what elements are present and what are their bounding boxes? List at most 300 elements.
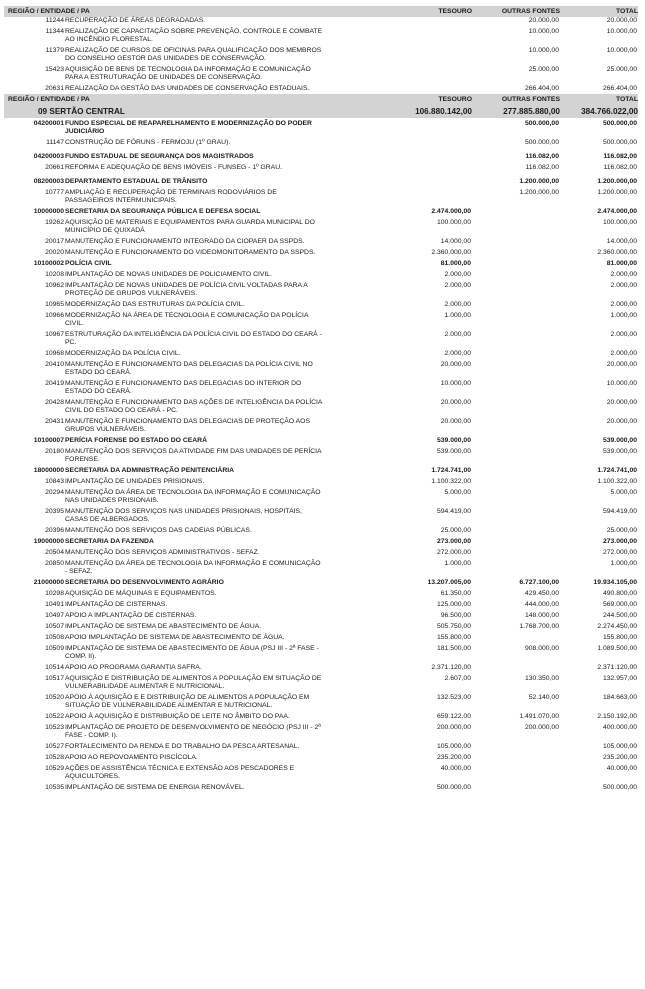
row-code: 10208 xyxy=(45,271,64,278)
row-tesouro: 2.000,00 xyxy=(444,301,471,308)
row-total: 81.000,00 xyxy=(606,260,637,267)
row-description xyxy=(65,784,353,792)
row-description xyxy=(65,153,353,161)
row-total: 2.360.000,00 xyxy=(597,249,637,256)
row-total: 272.000,00 xyxy=(602,549,637,556)
row-outras-fontes: 25.000,00 xyxy=(528,66,559,73)
row-code: 20020 xyxy=(45,249,64,256)
row-description-line: MANUTENÇÃO E FUNCIONAMENTO DAS DELEGACIAS DA POLÍCIA CIVIL NO xyxy=(65,361,313,368)
row-description-line: DO CONSELHO GESTOR DAS UNIDADES DE CONSERVAÇÃO. xyxy=(65,55,266,62)
row-total: 20.000,00 xyxy=(606,399,637,406)
row-total: 19.934.105,00 xyxy=(593,579,637,586)
row-description-line: MODERNIZAÇÃO DA POLÍCIA CIVIL. xyxy=(65,350,181,357)
row-total: 10.000,00 xyxy=(606,47,637,54)
row-tesouro: 272.000,00 xyxy=(436,549,471,556)
row-description xyxy=(65,260,353,268)
row-code: 10962 xyxy=(45,282,64,289)
row-tesouro: 5.000,00 xyxy=(444,489,471,496)
budget-table xyxy=(4,6,638,792)
row-total: 490.800,00 xyxy=(602,590,637,597)
row-code: 20428 xyxy=(45,399,64,406)
row-tesouro: 100.000,00 xyxy=(436,219,471,226)
row-description-line: FASE - COMP. I). xyxy=(65,732,118,739)
row-description-line: IMPLANTAÇÃO DE NOVAS UNIDADES DE POLÍCIA CIVIL VOLTADAS PARA A xyxy=(65,282,308,289)
row-description xyxy=(65,527,353,535)
table-row xyxy=(4,437,638,445)
row-tesouro: 505.750,00 xyxy=(436,623,471,630)
table-row xyxy=(4,238,638,246)
row-total: 155.800,00 xyxy=(602,634,637,641)
row-description-line: MODERNIZAÇÃO DAS ESTRUTURAS DA POLÍCIA CIVIL. xyxy=(65,301,245,308)
row-total: 500.000,00 xyxy=(602,139,637,146)
row-tesouro: 2.371.120,00 xyxy=(431,664,471,671)
row-tesouro: 20.000,00 xyxy=(440,418,471,425)
row-description-line: APOIO A IMPLANTAÇÃO DE CISTERNAS. xyxy=(65,612,197,619)
row-code: 10965 xyxy=(45,301,64,308)
row-description xyxy=(65,120,353,136)
row-description-line: MANUTENÇÃO E FUNCIONAMENTO DAS DELEGACIAS DE PROTEÇÃO AOS xyxy=(65,418,310,425)
row-total: 2.000,00 xyxy=(610,301,637,308)
row-code: 20017 xyxy=(45,238,64,245)
row-code: 18000000 xyxy=(33,467,64,474)
row-code: 10523 xyxy=(45,724,64,731)
row-description xyxy=(65,601,353,609)
row-tesouro: 200.000,00 xyxy=(436,724,471,731)
row-code: 11147 xyxy=(46,139,64,146)
row-description xyxy=(65,66,353,82)
table-row xyxy=(4,612,638,620)
row-tesouro: 14.000,00 xyxy=(440,238,471,245)
row-outras-fontes: 200.000,00 xyxy=(524,724,559,731)
row-description xyxy=(65,47,353,63)
row-tesouro: 1.724.741,00 xyxy=(431,467,471,474)
table-row xyxy=(4,47,638,63)
row-total: 25.000,00 xyxy=(606,527,637,534)
row-code: 10514 xyxy=(45,664,64,671)
table-row xyxy=(4,189,638,205)
row-total: 1.200.000,00 xyxy=(597,178,637,185)
table-row xyxy=(4,260,638,268)
row-description xyxy=(65,579,353,587)
row-total: 10.000,00 xyxy=(606,380,637,387)
table-row xyxy=(4,178,638,186)
row-total: 20.000,00 xyxy=(606,418,637,425)
row-description xyxy=(65,724,353,740)
row-code: 20410 xyxy=(45,361,64,368)
table-header xyxy=(4,6,638,17)
row-code: 10000000 xyxy=(33,208,64,215)
row-description-line: IMPLANTAÇÃO DE UNIDADES PRISIONAIS. xyxy=(65,478,205,485)
row-description-line: DEPARTAMENTO ESTADUAL DE TRÂNSITO xyxy=(65,178,208,185)
table-row xyxy=(4,399,638,415)
row-total: 594.419,00 xyxy=(602,508,637,515)
table-row xyxy=(4,361,638,377)
row-description xyxy=(65,350,353,358)
row-tesouro: 1.100.322,00 xyxy=(431,478,471,485)
row-code: 10509 xyxy=(45,645,64,652)
table-row xyxy=(4,139,638,147)
row-outras-fontes: 429.450,00 xyxy=(524,590,559,597)
row-description-line: AQUISIÇÃO DE MÁQUINAS E EQUIPAMENTOS. xyxy=(65,590,217,597)
table-row xyxy=(4,249,638,257)
table-row xyxy=(4,560,638,576)
row-tesouro: 2.607,00 xyxy=(444,675,471,682)
row-tesouro: 2.000,00 xyxy=(444,331,471,338)
header-outras-fontes: OUTRAS FONTES xyxy=(501,8,560,15)
row-outras-fontes: 10.000,00 xyxy=(528,28,559,35)
row-code: 08200003 xyxy=(33,178,64,185)
row-code: 04200003 xyxy=(33,153,64,160)
row-tesouro: 2.360.000,00 xyxy=(431,249,471,256)
row-description xyxy=(65,271,353,279)
row-description xyxy=(65,238,353,246)
row-outras-fontes: 116.082,00 xyxy=(525,164,559,171)
row-description xyxy=(65,448,353,464)
row-description xyxy=(65,331,353,347)
table-row xyxy=(4,743,638,751)
row-tesouro: 61.350,00 xyxy=(440,590,471,597)
row-description-line: FUNDO ESPECIAL DE REAPARELHAMENTO E MODERNIZAÇÃO DO PODER xyxy=(65,120,312,127)
row-description xyxy=(65,418,353,434)
row-tesouro: 132.523,00 xyxy=(436,694,471,701)
row-description-line: MANUTENÇÃO DOS SERVIÇOS ADMINISTRATIVOS - SEFAZ. xyxy=(65,549,260,556)
table-row xyxy=(4,219,638,235)
table-row xyxy=(4,271,638,279)
row-tesouro: 105.000,00 xyxy=(436,743,471,750)
region-total: 384.766.022,00 xyxy=(581,107,638,116)
row-tesouro: 1.000,00 xyxy=(444,560,471,567)
row-tesouro: 2.000,00 xyxy=(444,350,471,357)
row-total: 400.000,00 xyxy=(602,724,637,731)
row-code: 10529 xyxy=(45,765,64,772)
row-description-line: IMPLANTAÇÃO DE PROJETO DE DESENVOLVIMENTO DE NEGÓCIO (PSJ III - 2ª xyxy=(65,724,321,731)
row-description-line: JUDICIÁRIO xyxy=(65,128,105,135)
row-outras-fontes: 444.000,00 xyxy=(524,601,559,608)
row-description-line: IMPLANTAÇÃO DE NOVAS UNIDADES DE POLICIAMENTO CIVIL. xyxy=(65,271,272,278)
row-code: 10777 xyxy=(45,189,64,196)
row-tesouro: 181.500,00 xyxy=(436,645,471,652)
table-row xyxy=(4,17,638,25)
row-total: 266.404,00 xyxy=(602,85,637,92)
row-tesouro: 2.000,00 xyxy=(444,282,471,289)
row-description xyxy=(65,380,353,396)
table-row xyxy=(4,754,638,762)
row-tesouro: 125.000,00 xyxy=(436,601,471,608)
row-code: 20396 xyxy=(45,527,64,534)
row-code: 15423 xyxy=(45,66,64,73)
row-tesouro: 155.800,00 xyxy=(436,634,471,641)
row-tesouro: 81.000,00 xyxy=(440,260,471,267)
row-description xyxy=(65,312,353,328)
table-row xyxy=(4,301,638,309)
row-description-line: MANUTENÇÃO E FUNCIONAMENTO DAS DELEGACIAS DO INTERIOR DO xyxy=(65,380,302,387)
row-description-line: POLÍCIA CIVIL xyxy=(65,260,112,267)
row-tesouro: 2.000,00 xyxy=(444,271,471,278)
row-code: 10520 xyxy=(45,694,64,701)
row-description-line: AÇÕES DE ASSISTÊNCIA TÉCNICA E EXTENSÃO AOS PESCADORES E xyxy=(65,765,295,772)
row-outras-fontes: 500.000,00 xyxy=(524,120,559,127)
row-outras-fontes: 266.404,00 xyxy=(524,85,559,92)
row-description xyxy=(65,437,353,445)
row-description-line: - SEFAZ. xyxy=(65,568,93,575)
row-total: 116.082,00 xyxy=(603,164,637,171)
table-body-top xyxy=(4,17,638,93)
row-description xyxy=(65,178,353,186)
row-total: 25.000,00 xyxy=(606,66,637,73)
row-description-line: APOIO IMPLANTAÇÃO DE SISTEMA DE ABASTECIMENTO DE ÁGUA. xyxy=(65,634,285,641)
row-description xyxy=(65,675,353,691)
row-description-line: ESTRUTURAÇÃO DA INTELIGÊNCIA DA POLÍCIA CIVIL DO ESTADO DO CEARÁ - xyxy=(65,331,322,338)
table-row xyxy=(4,85,638,93)
row-code: 19000000 xyxy=(33,538,64,545)
row-description xyxy=(65,164,353,172)
row-description-line: AO INCÊNDIO FLORESTAL. xyxy=(65,36,153,43)
row-description xyxy=(65,765,353,781)
row-code: 10298 xyxy=(45,590,64,597)
row-total: 20.000,00 xyxy=(606,361,637,368)
row-code: 10843 xyxy=(45,478,64,485)
row-total: 244.500,00 xyxy=(602,612,637,619)
row-description xyxy=(65,467,353,475)
row-code: 19262 xyxy=(45,219,64,226)
row-description-line: APOIO À AQUISIÇÃO E DISTRIBUIÇÃO DE LEITE NO ÂMBITO DO PAA. xyxy=(65,713,290,720)
row-description xyxy=(65,189,353,205)
row-total: 235.200,00 xyxy=(602,754,637,761)
row-outras-fontes: 116.082,00 xyxy=(525,153,559,160)
table-row xyxy=(4,208,638,216)
row-description-line: IMPLANTAÇÃO DE SISTEMA DE ABASTECIMENTO DE ÁGUA (PSJ III - 2ª FASE - xyxy=(65,645,319,652)
row-outras-fontes: 1.200.000,00 xyxy=(519,189,559,196)
row-outras-fontes: 20.000,00 xyxy=(528,17,559,24)
row-description-line: REALIZAÇÃO DE CURSOS DE OFICINAS PARA QUALIFICAÇÃO DOS MEMBROS xyxy=(65,47,322,54)
row-description-line: COMP. II). xyxy=(65,653,97,660)
header-region: REGIÃO / ENTIDADE / PA xyxy=(8,96,90,103)
table-row xyxy=(4,164,638,172)
row-description xyxy=(65,301,353,309)
header-tesouro: TESOURO xyxy=(438,96,472,103)
table-row xyxy=(4,538,638,546)
row-description-line: IMPLANTAÇÃO DE SISTEMA DE ABASTECIMENTO DE ÁGUA. xyxy=(65,623,262,630)
row-total: 2.000,00 xyxy=(610,271,637,278)
row-code: 10535 xyxy=(45,784,64,791)
row-description-line: APOIO AO REPOVOAMENTO PISCÍCOLA. xyxy=(65,754,198,761)
row-description-line: MANUTENÇÃO DOS SERVIÇOS DA ATIVIDADE FIM DAS UNIDADES DE PERÍCIA xyxy=(65,448,322,455)
region-label: 09 SERTÃO CENTRAL xyxy=(38,107,125,116)
row-outras-fontes: 1.200.000,00 xyxy=(519,178,559,185)
table-row xyxy=(4,765,638,781)
row-total: 2.274.450,00 xyxy=(597,623,637,630)
row-code: 20431 xyxy=(45,418,64,425)
row-total: 539.000,00 xyxy=(602,448,637,455)
row-description xyxy=(65,612,353,620)
row-total: 132.957,00 xyxy=(602,675,637,682)
row-description-line: FORTALECIMENTO DA RENDA E DO TRABALHO DA PESCA ARTESANAL. xyxy=(65,743,300,750)
row-description-line: SECRETARIA DA SEGURANÇA PÚBLICA E DEFESA SOCIAL xyxy=(65,208,261,215)
row-total: 1.100.322,00 xyxy=(597,478,637,485)
row-description-line: SITUAÇÃO DE VULNERABILIDADE ALIMENTAR E NUTRICIONAL. xyxy=(65,702,273,709)
table-row xyxy=(4,664,638,672)
table-row xyxy=(4,28,638,44)
row-tesouro: 13.207.005,00 xyxy=(427,579,471,586)
row-code: 10508 xyxy=(45,634,64,641)
row-description-line: AQUICULTORES. xyxy=(65,773,120,780)
row-description-line: SECRETARIA DO DESENVOLVIMENTO AGRÁRIO xyxy=(65,579,224,586)
row-code: 10527 xyxy=(45,743,64,750)
row-code: 11379 xyxy=(45,47,64,54)
row-total: 2.000,00 xyxy=(610,282,637,289)
row-total: 105.000,00 xyxy=(602,743,637,750)
row-description xyxy=(65,282,353,298)
table-row xyxy=(4,467,638,475)
row-tesouro: 40.000,00 xyxy=(440,765,471,772)
region-tesouro: 106.880.142,00 xyxy=(415,107,472,116)
row-total: 539.000,00 xyxy=(602,437,637,444)
row-description xyxy=(65,28,353,44)
row-description-line: CIVIL. xyxy=(65,320,84,327)
table-row xyxy=(4,312,638,328)
row-total: 569.000,00 xyxy=(602,601,637,608)
row-code: 20504 xyxy=(45,549,64,556)
row-outras-fontes: 1.491.070,00 xyxy=(519,713,559,720)
row-description-line: APOIO À AQUISIÇÃO E E DISTRIBUIÇÃO DE ALIMENTOS A POPULAÇÃO EM xyxy=(65,694,310,701)
row-description-line: MANUTENÇÃO E FUNCIONAMENTO DAS AÇÕES DE INTELIGÊNCIA DA POLÍCIA xyxy=(65,399,323,406)
row-description-line: MODERNIZAÇÃO NA ÁREA DE TECNOLOGIA E COMUNICAÇÃO DA POLÍCIA xyxy=(65,312,309,319)
row-description xyxy=(65,634,353,642)
row-description-line: PC. xyxy=(65,339,77,346)
row-code: 10967 xyxy=(45,331,64,338)
row-description-line: PASSAGEIROS INTERMUNICIPAIS. xyxy=(65,197,177,204)
row-code: 10522 xyxy=(45,713,64,720)
row-tesouro: 1.000,00 xyxy=(444,312,471,319)
table-header-repeat xyxy=(4,94,638,105)
row-description-line: AQUISIÇÃO E DISTRIBUIÇÃO DE ALIMENTOS A POPULAÇÃO EM SITUAÇÃO DE xyxy=(65,675,322,682)
table-row xyxy=(4,153,638,161)
table-row xyxy=(4,579,638,587)
row-tesouro: 539.000,00 xyxy=(436,437,471,444)
table-row xyxy=(4,549,638,557)
row-code: 10497 xyxy=(45,612,64,619)
row-outras-fontes: 10.000,00 xyxy=(528,47,559,54)
row-total: 500.000,00 xyxy=(602,120,637,127)
row-code: 10491 xyxy=(45,601,64,608)
table-row xyxy=(4,478,638,486)
row-total: 2.000,00 xyxy=(610,331,637,338)
header-total: TOTAL xyxy=(615,8,638,15)
row-description-line: AQUISIÇÃO DE BENS DE TECNOLOGIA DA INFORMAÇÃO E COMUNICAÇÃO xyxy=(65,66,311,73)
row-description-line: ESTADO DO CEARÁ. xyxy=(65,369,132,376)
row-tesouro: 594.419,00 xyxy=(436,508,471,515)
row-description-line: FUNDO ESTADUAL DE SEGURANÇA DOS MAGISTRADOS xyxy=(65,153,254,160)
row-tesouro: 2.474.000,00 xyxy=(431,208,471,215)
row-description-line: MANUTENÇÃO DA ÁREA DE TECNOLOGIA DA INFORMAÇÃO E COMUNICAÇÃO xyxy=(65,560,321,567)
row-tesouro: 10.000,00 xyxy=(440,380,471,387)
row-description xyxy=(65,694,353,710)
row-description xyxy=(65,538,353,546)
row-description xyxy=(65,17,353,25)
table-row xyxy=(4,601,638,609)
row-description xyxy=(65,549,353,557)
row-total: 2.150.192,00 xyxy=(597,713,637,720)
row-code: 21000000 xyxy=(33,579,64,586)
header-outras-fontes: OUTRAS FONTES xyxy=(501,96,560,103)
row-total: 184.663,00 xyxy=(602,694,637,701)
row-description xyxy=(65,249,353,257)
row-description-line: CASAS DE ALBERGADOS. xyxy=(65,516,150,523)
row-total: 1.724.741,00 xyxy=(597,467,637,474)
row-code: 04200001 xyxy=(33,120,64,127)
row-code: 20395 xyxy=(45,508,64,515)
row-code: 11344 xyxy=(45,28,64,35)
row-description-line: APOIO AO PROGRAMA GARANTIA SAFRA. xyxy=(65,664,202,671)
row-description-line: REFORMA E ADEQUAÇÃO DE BENS IMÓVEIS - FUNSEG - 1º GRAU. xyxy=(65,164,282,171)
row-description xyxy=(65,664,353,672)
row-code: 20661 xyxy=(45,164,64,171)
row-total: 1.000,00 xyxy=(610,312,637,319)
header-total: TOTAL xyxy=(615,96,638,103)
row-description xyxy=(65,560,353,576)
row-description xyxy=(65,478,353,486)
table-row xyxy=(4,694,638,710)
table-row xyxy=(4,634,638,642)
row-code: 10100007 xyxy=(33,437,64,444)
table-body-main xyxy=(4,120,638,792)
table-row xyxy=(4,623,638,631)
row-description xyxy=(65,399,353,415)
row-description-line: SECRETARIA DA ADMINISTRAÇÃO PENITENCIÁRIA xyxy=(65,467,235,474)
row-tesouro: 273.000,00 xyxy=(436,538,471,545)
table-row xyxy=(4,590,638,598)
row-outras-fontes: 52.140,00 xyxy=(528,694,559,701)
table-row xyxy=(4,527,638,535)
row-total: 2.371.120,00 xyxy=(597,664,637,671)
row-outras-fontes: 130.350,00 xyxy=(524,675,559,682)
row-code: 11244 xyxy=(45,17,64,24)
row-total: 40.000,00 xyxy=(606,765,637,772)
row-tesouro: 20.000,00 xyxy=(440,399,471,406)
row-description-line: GRUPOS VULNERÁVEIS. xyxy=(65,426,146,433)
region-outras-fontes: 277.885.880,00 xyxy=(503,107,560,116)
row-total: 1.089.500,00 xyxy=(597,645,637,652)
row-description xyxy=(65,645,353,661)
row-description-line: MANUTENÇÃO DOS SERVIÇOS DAS CADEIAS PÚBLICAS. xyxy=(65,527,252,534)
row-total: 100.000,00 xyxy=(602,219,637,226)
row-tesouro: 96.500,00 xyxy=(440,612,471,619)
row-description-line: PROTEÇÃO DE GRUPOS VULNERÁVEIS. xyxy=(65,290,198,297)
row-description-line: FORENSE. xyxy=(65,456,100,463)
row-code: 20180 xyxy=(45,448,64,455)
row-tesouro: 500.000,00 xyxy=(436,784,471,791)
row-description xyxy=(65,139,353,147)
row-tesouro: 235.200,00 xyxy=(436,754,471,761)
row-description-line: PARA A ESTRUTURAÇÃO DE UNIDADES DE CONSERVAÇÃO. xyxy=(65,74,263,81)
row-description-line: ESTADO DO CEARÁ. xyxy=(65,388,132,395)
row-code: 20294 xyxy=(45,489,64,496)
row-description xyxy=(65,489,353,505)
row-outras-fontes: 1.768.700,00 xyxy=(519,623,559,630)
row-total: 1.000,00 xyxy=(610,560,637,567)
table-row xyxy=(4,448,638,464)
row-code: 10507 xyxy=(45,623,64,630)
row-code: 10100002 xyxy=(33,260,64,267)
row-description xyxy=(65,361,353,377)
table-row xyxy=(4,784,638,792)
row-total: 14.000,00 xyxy=(606,238,637,245)
header-tesouro: TESOURO xyxy=(438,8,472,15)
row-code: 10968 xyxy=(45,350,64,357)
table-row xyxy=(4,350,638,358)
row-tesouro: 539.000,00 xyxy=(436,448,471,455)
header-region: REGIÃO / ENTIDADE / PA xyxy=(8,8,90,15)
